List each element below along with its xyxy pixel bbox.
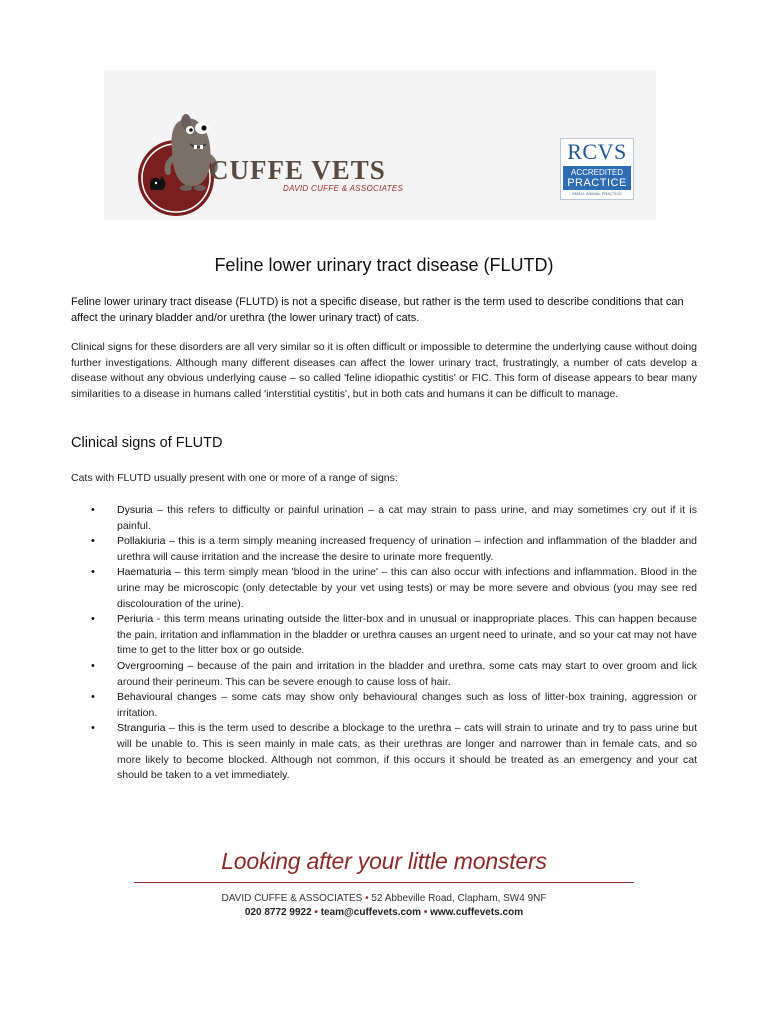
separator-dot-icon: • bbox=[423, 907, 431, 918]
brand-name: CUFFE VETS bbox=[209, 155, 386, 185]
sign-description: - this term means urinating outside the litter-box and in unusual or inappropriate places. This can happen because the pain, irritation and inflammation in the bladder or urethra causes an urgent need to urinate, and so your cat may not have time to get to the litter box or go outside. bbox=[117, 613, 697, 657]
footer-contact bbox=[0, 907, 768, 918]
rcvs-band-line-1: ACCREDITED bbox=[570, 168, 623, 177]
footer-address bbox=[0, 893, 768, 904]
footer-tagline: Looking after your little monsters bbox=[221, 848, 547, 874]
brand-subtitle: DAVID CUFFE & ASSOCIATES bbox=[283, 184, 404, 193]
practice-name: DAVID CUFFE & ASSOCIATES bbox=[221, 893, 363, 904]
bullet-icon: • bbox=[91, 535, 95, 548]
sign-description: – this term simply mean 'blood in the urine' – this can also occur with infections and inflammation. Blood in the urine may be microscopic (only detectable by your vet using tests) or may be more severe and obvious (you may see red discolouration of the urine). bbox=[117, 566, 697, 610]
list-item bbox=[71, 534, 697, 565]
bullet-icon: • bbox=[91, 566, 95, 579]
body-paragraph: Clinical signs for these disorders are all very similar so it is often difficult or impossible to determine the underlying cause without doing further investigations. Although many different diseases can affect the lower urinary tract, frustratingly, a number of cats develop a disease without any obvious underlying cause – so called 'feline idiopathic cystitis' or FIC. This form of disease appears to bear many similarities to a disease in humans called 'interstitial cystitis', but in both cats and humans it can be difficult to manage. bbox=[71, 341, 697, 400]
sign-description: – because of the pain and irritation in the bladder and urethra, some cats may start to over groom and lick around their perineum. This can be severe enough to cause loss of hair. bbox=[117, 659, 697, 688]
bullet-icon: • bbox=[91, 659, 95, 672]
rcvs-band bbox=[563, 166, 631, 190]
list-item bbox=[71, 503, 697, 534]
sign-term: Stranguria bbox=[117, 722, 166, 735]
bullet-icon: • bbox=[91, 613, 95, 626]
sign-term: Dysuria bbox=[117, 504, 153, 516]
list-item bbox=[71, 612, 697, 659]
rcvs-footnote: SMALL ANIMAL PRACTICE bbox=[572, 191, 622, 196]
list-item bbox=[71, 690, 697, 721]
separator-dot-icon: • bbox=[365, 893, 372, 904]
email-link[interactable]: team@cuffevets.com bbox=[320, 907, 422, 918]
lead-paragraph: Feline lower urinary tract disease (FLUTD) is not a specific disease, but rather is the term used to describe conditions that can affect the urinary bladder and/or urethra (the lower urinary tract) of cats. bbox=[71, 296, 684, 324]
list-item bbox=[71, 721, 697, 783]
separator-dot-icon: • bbox=[314, 907, 321, 918]
bullet-icon: • bbox=[91, 691, 95, 704]
rcvs-accreditation-badge bbox=[560, 138, 634, 200]
phone-number: 020 8772 9922 bbox=[244, 907, 312, 918]
rcvs-logo-text: RCVS bbox=[567, 139, 627, 164]
website-link[interactable]: www.cuffevets.com bbox=[430, 907, 524, 918]
rcvs-band-line-2: PRACTICE bbox=[567, 177, 627, 189]
bullet-icon: • bbox=[91, 722, 95, 735]
sign-term: Behavioural changes bbox=[117, 691, 217, 704]
bullet-icon: • bbox=[91, 504, 95, 516]
sign-description: – this is the term used to describe a blockage to the urethra – cats will strain to urinate and try to pass urine but will be unable to. This is seen mainly in male cats, as their urethras are longer and narrower than in female cats, and so more likely to become blocked. Although not common, if this occurs it should be treated as an emergency and your cat should be taken to a vet immediately. bbox=[117, 722, 697, 782]
sign-term: Pollakiuria bbox=[117, 535, 166, 548]
sign-term: Overgrooming bbox=[117, 659, 184, 672]
sign-description: – some cats may show only behavioural changes such as loss of litter-box training, aggression or irritation. bbox=[117, 691, 697, 719]
signs-intro: Cats with FLUTD usually present with one or more of a range of signs: bbox=[71, 472, 398, 484]
document-title: Feline lower urinary tract disease (FLUTD) bbox=[214, 255, 554, 275]
sign-description: – this refers to difficulty or painful urination – a cat may strain to pass urine, and may sometimes cry out if it is painful. bbox=[117, 504, 697, 532]
footer-divider bbox=[134, 882, 634, 883]
street-address: 52 Abbeville Road, Clapham, SW4 9NF bbox=[371, 893, 547, 904]
list-item bbox=[71, 659, 697, 690]
sign-term: Haematuria bbox=[117, 566, 172, 579]
section-heading: Clinical signs of FLUTD bbox=[71, 435, 223, 451]
list-item bbox=[71, 565, 697, 612]
sign-description: – this is a term simply meaning increased frequency of urination – infection and inflammation of the bladder and urethra will cause irritation and the increase the desire to urinate more frequently. bbox=[117, 535, 697, 563]
sign-term: Periuria bbox=[117, 613, 154, 626]
clinical-signs-list bbox=[71, 503, 697, 784]
